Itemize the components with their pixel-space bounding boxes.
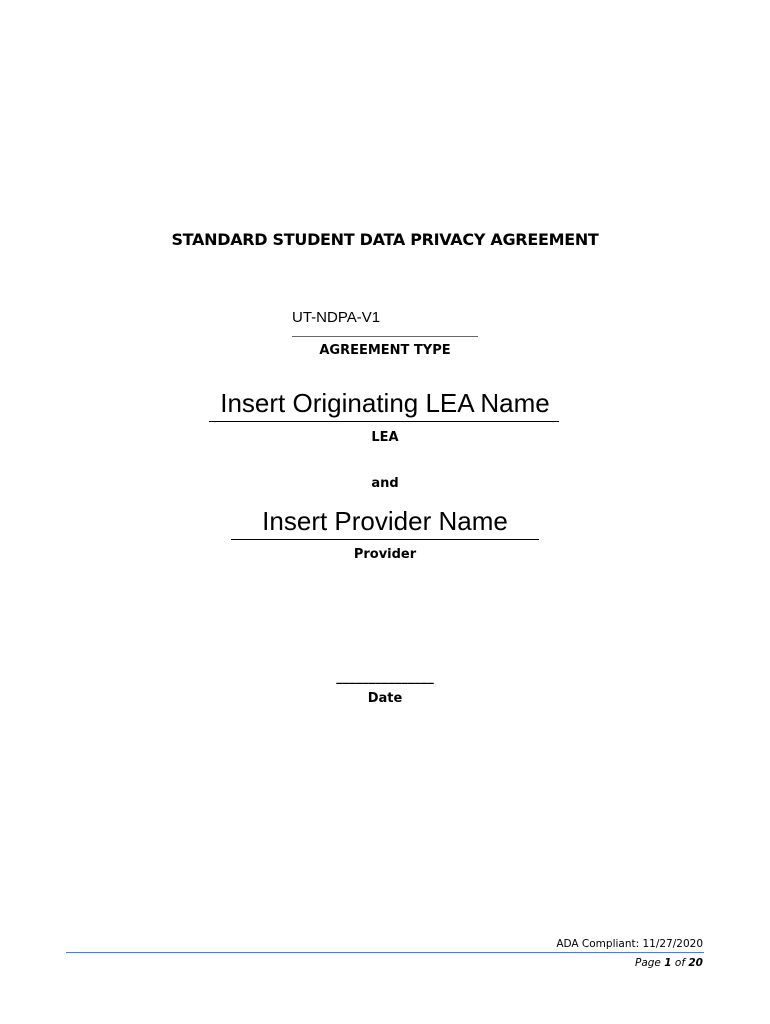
page-prefix: Page (635, 957, 661, 969)
page-of: of (674, 957, 686, 969)
document-title: STANDARD STUDENT DATA PRIVACY AGREEMENT (171, 230, 599, 249)
lea-name: Insert Originating LEA Name (220, 388, 550, 418)
page-total: 20 (688, 957, 703, 969)
agreement-code-underline (292, 336, 478, 337)
provider-name: Insert Provider Name (262, 506, 508, 536)
page-current: 1 (664, 957, 672, 969)
page-number (635, 957, 703, 969)
lea-name-underline (209, 421, 559, 422)
footer-rule (66, 952, 704, 953)
conjunction-text: and (371, 476, 399, 491)
agreement-type-label: AGREEMENT TYPE (319, 343, 451, 358)
agreement-code: UT-NDPA-V1 (292, 309, 381, 326)
lea-label: LEA (371, 430, 399, 445)
date-blank: _______________ (336, 670, 434, 685)
date-label: Date (367, 691, 403, 706)
provider-label: Provider (353, 547, 417, 562)
provider-name-underline (231, 539, 539, 540)
ada-compliant-note: ADA Compliant: 11/27/2020 (556, 938, 703, 950)
